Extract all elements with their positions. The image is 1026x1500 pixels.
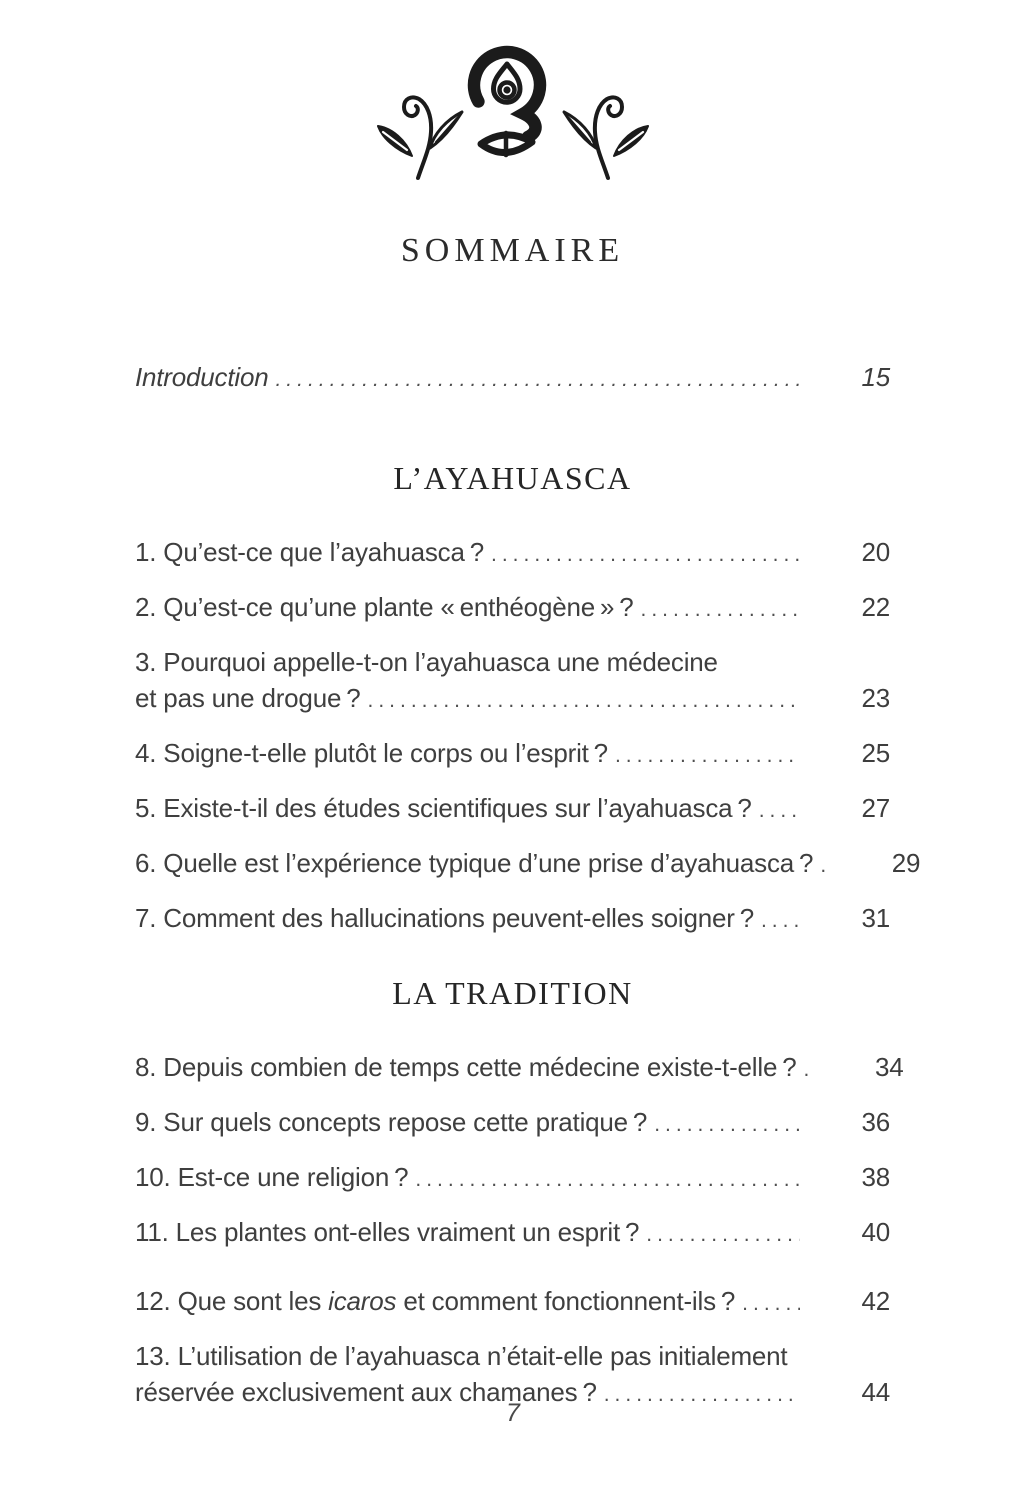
dot-leader	[641, 589, 800, 628]
toc-entry	[135, 1104, 890, 1143]
toc-entry-label: 2. Qu’est-ce qu’une plante « enthéogène » ?	[135, 592, 634, 622]
toc-entry	[135, 735, 890, 774]
table-of-contents	[135, 273, 921, 1429]
dot-leader	[654, 1104, 800, 1143]
toc-entry-page: 31	[861, 903, 890, 933]
toc-entry-label: 8. Depuis combien de temps cette médecine existe-t-elle ?	[135, 1052, 797, 1082]
toc-entry	[135, 1214, 890, 1253]
toc-entry-label: 9. Sur quels concepts repose cette pratique ?	[135, 1107, 648, 1137]
toc-entry	[135, 900, 890, 939]
dot-leader	[275, 359, 800, 398]
toc-entry-page: 15	[861, 362, 890, 392]
toc-entry-page: 40	[861, 1217, 890, 1247]
toc-entry-page: 36	[861, 1107, 890, 1137]
dot-leader	[415, 1159, 800, 1198]
toc-entry-label-line2: et pas une drogue ?	[135, 683, 361, 713]
toc-entry-label: 13. L’utilisation de l’ayahuasca n’était-elle pas initialement	[135, 1341, 788, 1371]
toc-entry-label: 5. Existe-t-il des études scientifiques sur l’ayahuasca ?	[135, 793, 752, 823]
toc-entry-label: 11. Les plantes ont-elles vraiment un esprit ?	[135, 1217, 640, 1247]
snake-eye-vine-icon	[373, 42, 653, 182]
toc-entry	[135, 1159, 890, 1198]
toc-entry-page: 44	[861, 1377, 890, 1407]
dot-leader	[367, 680, 800, 719]
toc-entry-page: 42	[861, 1286, 890, 1316]
toc-entry-label: 10. Est-ce une religion ?	[135, 1162, 409, 1192]
toc-entry-label: 4. Soigne-t-elle plutôt le corps ou l’esprit ?	[135, 738, 608, 768]
page-title: SOMMAIRE	[400, 232, 625, 269]
dot-leader	[742, 1283, 800, 1322]
toc-entry	[135, 845, 921, 884]
dot-leader	[820, 845, 830, 884]
toc-entry-page: 38	[861, 1162, 890, 1192]
toc-entry-page: 27	[861, 793, 890, 823]
section-heading-tradition: LA TRADITION	[392, 975, 633, 1011]
toc-entry-label: Introduction	[135, 362, 269, 392]
toc-entry-label: 7. Comment des hallucinations peuvent-elles soigner ?	[135, 903, 754, 933]
dot-leader	[491, 534, 800, 573]
dot-leader	[646, 1214, 800, 1253]
dot-leader	[803, 1049, 813, 1088]
toc-entry-label: 1. Qu’est-ce que l’ayahuasca ?	[135, 537, 484, 567]
toc-entry	[135, 589, 890, 628]
toc-entry	[135, 534, 890, 573]
dot-leader	[761, 900, 800, 939]
toc-entry-page: 22	[861, 592, 890, 622]
toc-entry-page: 29	[891, 848, 921, 878]
section-heading-ayahuasca: L’AYAHUASCA	[393, 460, 632, 496]
toc-entry-label: 3. Pourquoi appelle-t-on l’ayahuasca une médecine	[135, 647, 718, 677]
toc-entry	[135, 790, 890, 829]
toc-entry	[135, 644, 890, 719]
ornament	[373, 42, 653, 187]
toc-entry-label-line2: réservée exclusivement aux chamanes ?	[135, 1377, 597, 1407]
dot-leader	[759, 790, 800, 829]
toc-entry-label-italic: icaros	[328, 1286, 397, 1316]
toc-entry-label: 12. Que sont les icaros et comment fonctionnent-ils ?	[135, 1286, 736, 1316]
dot-leader	[615, 735, 800, 774]
toc-entry-introduction	[135, 359, 890, 398]
page-number: 7	[506, 1399, 520, 1427]
toc-entry-page: 23	[861, 683, 890, 713]
toc-entry	[135, 1283, 890, 1322]
toc-entry-label: 6. Quelle est l’expérience typique d’une prise d’ayahuasca ?	[135, 848, 814, 878]
toc-entry-page: 25	[861, 738, 890, 768]
toc-entry-page: 34	[874, 1052, 904, 1082]
toc-entry	[135, 1049, 904, 1088]
toc-entry-page: 20	[861, 537, 890, 567]
